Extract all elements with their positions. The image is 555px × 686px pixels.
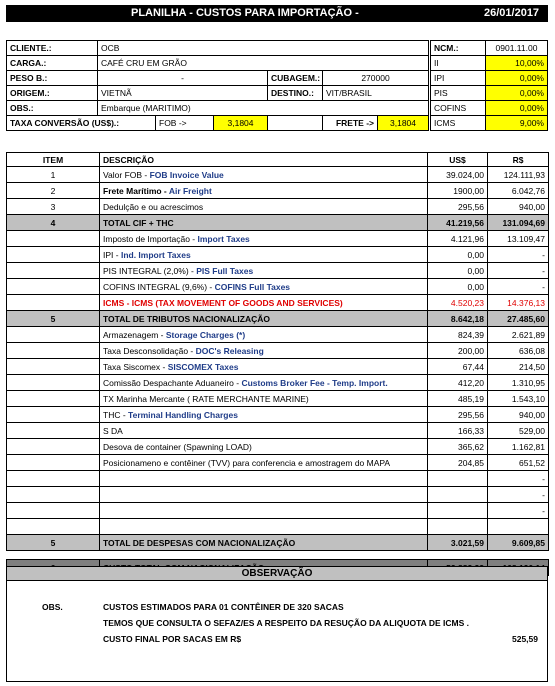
ipi-label: IPI (430, 70, 486, 86)
cofins-label: COFINS (430, 100, 486, 116)
item-number (7, 263, 100, 279)
item-number (7, 455, 100, 471)
value-brl: - (488, 279, 549, 295)
item-number: 4 (7, 215, 100, 231)
col-usd: US$ (428, 153, 488, 167)
description-text: Armazenagem - (103, 329, 166, 340)
value-brl: 636,08 (488, 343, 549, 359)
ncm-value: 0901.11.00 (485, 40, 548, 56)
obs-value: Embarque (MARITIMO) (97, 100, 429, 116)
table-row (7, 519, 549, 535)
subtotal-row (7, 311, 549, 327)
item-description (100, 471, 428, 487)
item-description: Posicionameno e contêiner (TVV) para conferencia e amostragem do MAPA (100, 455, 428, 471)
description-english: COFINS Full Taxes (214, 281, 291, 292)
taxa-label: TAXA CONVERSÃO (US$).: (6, 115, 156, 131)
item-number (7, 231, 100, 247)
item-description: TOTAL DE DESPESAS COM NACIONALIZAÇÃO (100, 535, 428, 551)
item-number (7, 247, 100, 263)
value-brl: 1.162,81 (488, 439, 549, 455)
value-usd: 824,39 (428, 327, 488, 343)
ncm-label: NCM.: (430, 40, 486, 56)
value-brl: 651,52 (488, 455, 549, 471)
value-brl: - (488, 487, 549, 503)
value-usd (428, 519, 488, 535)
table-row (7, 439, 549, 455)
description-text: Comissão Despachante Aduaneiro - (103, 377, 242, 388)
item-number: 5 (7, 535, 100, 551)
icms-value: 9,00% (485, 115, 548, 131)
description-english: Terminal Handling Charges (128, 409, 238, 420)
item-number: 5 (7, 311, 100, 327)
value-brl: - (488, 247, 549, 263)
col-descricao: DESCRIÇÃO (100, 153, 428, 167)
value-brl: 940,00 (488, 407, 549, 423)
destino-label: DESTINO.: (267, 85, 323, 101)
cliente-label: CLIENTE.: (6, 40, 98, 56)
item-description (100, 407, 428, 423)
item-description (100, 375, 428, 391)
item-description (100, 343, 428, 359)
value-usd: 166,33 (428, 423, 488, 439)
item-number (7, 295, 100, 311)
item-description: Dedulção e ou acrescimos (100, 199, 428, 215)
table-row (7, 295, 549, 311)
description-text: THC - (103, 409, 129, 420)
value-brl: 14.376,13 (488, 295, 549, 311)
value-usd (428, 503, 488, 519)
cofins-value: 0,00% (485, 100, 548, 116)
description-text: COFINS INTEGRAL (9,6%) - (103, 281, 215, 292)
item-number: 3 (7, 199, 100, 215)
table-header-row (7, 153, 549, 167)
description-english: Ind. Import Taxes (120, 249, 191, 260)
ii-value: 10,00% (485, 55, 548, 71)
carga-label: CARGA.: (6, 55, 98, 71)
item-description: TX Marinha Mercante ( RATE MERCHANTE MARINE) (100, 391, 428, 407)
value-usd: 0,00 (428, 247, 488, 263)
cubagem-value: 270000 (322, 70, 429, 86)
table-row (7, 263, 549, 279)
obs-label: OBS.: (6, 100, 98, 116)
value-brl: - (488, 263, 549, 279)
table-row (7, 375, 549, 391)
description-english: PIS Full Taxes (196, 265, 254, 276)
table-row (7, 407, 549, 423)
value-brl: 124.111,93 (488, 167, 549, 183)
value-usd: 67,44 (428, 359, 488, 375)
table-row (7, 359, 549, 375)
cubagem-label: CUBAGEM.: (267, 70, 323, 86)
value-brl: 529,00 (488, 423, 549, 439)
observation-line-2: TEMOS QUE CONSULTA O SEFAZ/ES A RESPEITO DA RESUÇÃO DA ALIQUOTA DE ICMS . (103, 618, 469, 628)
table-row (7, 327, 549, 343)
value-usd: 4.121,96 (428, 231, 488, 247)
subtotal-row (7, 215, 549, 231)
value-usd: 200,00 (428, 343, 488, 359)
value-usd: 0,00 (428, 263, 488, 279)
value-usd: 1900,00 (428, 183, 488, 199)
value-brl: 1.310,95 (488, 375, 549, 391)
cliente-value: OCB (97, 40, 429, 56)
observation-label: OBS. (42, 602, 63, 612)
value-usd (428, 487, 488, 503)
value-brl: 214,50 (488, 359, 549, 375)
table-row (7, 231, 549, 247)
ipi-value: 0,00% (485, 70, 548, 86)
fob-rate: 3,1804 (213, 115, 268, 131)
frete-label: FRETE -> (322, 115, 378, 131)
item-description (100, 263, 428, 279)
value-usd: 204,85 (428, 455, 488, 471)
value-brl: - (488, 471, 549, 487)
item-number (7, 439, 100, 455)
item-description (100, 519, 428, 535)
description-english: DOC's Releasing (195, 345, 264, 356)
item-number (7, 519, 100, 535)
cost-per-bag: 525,59 (512, 634, 538, 644)
table-row (7, 487, 549, 503)
frete-spacer (267, 115, 323, 131)
item-description (100, 183, 428, 199)
item-description: ICMS - ICMS (TAX MOVEMENT OF GOODS AND SERVICES) (100, 295, 428, 311)
description-text: IPI - (103, 249, 121, 260)
item-number (7, 375, 100, 391)
col-brl: R$ (488, 153, 549, 167)
item-number (7, 471, 100, 487)
item-description (100, 231, 428, 247)
ii-label: II (430, 55, 486, 71)
item-description (100, 503, 428, 519)
value-brl: - (488, 503, 549, 519)
value-brl: 9.609,85 (488, 535, 549, 551)
description-text: Taxa Desconsolidação - (103, 345, 196, 356)
value-usd: 8.642,18 (428, 311, 488, 327)
table-row (7, 423, 549, 439)
item-description (100, 279, 428, 295)
table-row (7, 183, 549, 199)
value-usd: 295,56 (428, 199, 488, 215)
fob-label: FOB -> (155, 115, 214, 131)
item-number (7, 343, 100, 359)
table-row (7, 167, 549, 183)
item-number (7, 279, 100, 295)
table-row (7, 391, 549, 407)
icms-label: ICMS (430, 115, 486, 131)
table-row (7, 471, 549, 487)
value-brl (488, 519, 549, 535)
value-brl: 131.094,69 (488, 215, 549, 231)
observation-line-1: CUSTOS ESTIMADOS PARA 01 CONTÊINER DE 320 SACAS (103, 602, 344, 612)
table-row (7, 247, 549, 263)
item-description: TOTAL DE TRIBUTOS NACIONALIZAÇÃO (100, 311, 428, 327)
pis-value: 0,00% (485, 85, 548, 101)
value-usd: 485,19 (428, 391, 488, 407)
description-english: Storage Charges (*) (165, 329, 246, 340)
col-item: ITEM (7, 153, 100, 167)
table-row (7, 279, 549, 295)
item-description (100, 247, 428, 263)
description-text: Taxa Siscomex - (103, 361, 168, 372)
description-text: Imposto de Importação - (103, 233, 198, 244)
value-brl: 2.621,89 (488, 327, 549, 343)
description-text: Frete Marítimo - (103, 185, 169, 196)
description-english: Customs Broker Fee - Temp. Import. (241, 377, 388, 388)
item-number: 1 (7, 167, 100, 183)
value-usd: 4.520,23 (428, 295, 488, 311)
item-number (7, 407, 100, 423)
value-brl: 6.042,76 (488, 183, 549, 199)
destino-value: VIT/BRASIL (322, 85, 429, 101)
peso-label: PESO B.: (6, 70, 98, 86)
origem-value: VIETNÃ (97, 85, 268, 101)
item-number (7, 503, 100, 519)
pis-label: PIS (430, 85, 486, 101)
value-usd: 39.024,00 (428, 167, 488, 183)
item-number (7, 327, 100, 343)
item-description (100, 487, 428, 503)
items-table (6, 152, 549, 576)
origem-label: ORIGEM.: (6, 85, 98, 101)
description-text: PIS INTEGRAL (2,0%) - (103, 265, 197, 276)
item-number: 2 (7, 183, 100, 199)
carga-value: CAFÉ CRU EM GRÃO (97, 55, 429, 71)
observation-box (6, 566, 548, 682)
observation-line-3: CUSTO FINAL POR SACAS EM R$ (103, 634, 242, 644)
item-description: Desova de container (Spawning LOAD) (100, 439, 428, 455)
item-number (7, 487, 100, 503)
description-english: FOB Invoice Value (149, 169, 224, 180)
item-description (100, 167, 428, 183)
sheet-date: 26/01/2017 (484, 7, 540, 19)
value-brl: 13.109,47 (488, 231, 549, 247)
value-usd: 3.021,59 (428, 535, 488, 551)
item-number (7, 423, 100, 439)
item-description: TOTAL CIF + THC (100, 215, 428, 231)
item-number (7, 359, 100, 375)
description-text: Valor FOB - (103, 169, 150, 180)
table-row (7, 343, 549, 359)
table-row (7, 199, 549, 215)
item-description (100, 359, 428, 375)
description-english: SISCOMEX Taxes (167, 361, 239, 372)
value-usd: 41.219,56 (428, 215, 488, 231)
value-usd: 365,62 (428, 439, 488, 455)
value-brl: 940,00 (488, 199, 549, 215)
sheet-title: PLANILHA - CUSTOS PARA IMPORTAÇÃO - (131, 7, 359, 19)
item-number (7, 391, 100, 407)
frete-rate: 3,1804 (377, 115, 429, 131)
observation-title: OBSERVAÇÃO (7, 567, 547, 581)
value-usd: 295,56 (428, 407, 488, 423)
value-brl: 27.485,60 (488, 311, 549, 327)
table-row (7, 503, 549, 519)
value-usd: 0,00 (428, 279, 488, 295)
item-description (100, 327, 428, 343)
spacer-row (7, 551, 549, 560)
value-usd: 412,20 (428, 375, 488, 391)
item-description: S DA (100, 423, 428, 439)
header-bar (6, 5, 548, 22)
table-row (7, 455, 549, 471)
subtotal-row (7, 535, 549, 551)
description-english: Import Taxes (197, 233, 250, 244)
peso-value: - (97, 70, 268, 86)
value-brl: 1.543,10 (488, 391, 549, 407)
value-usd (428, 471, 488, 487)
description-english: Air Freight (168, 185, 212, 196)
